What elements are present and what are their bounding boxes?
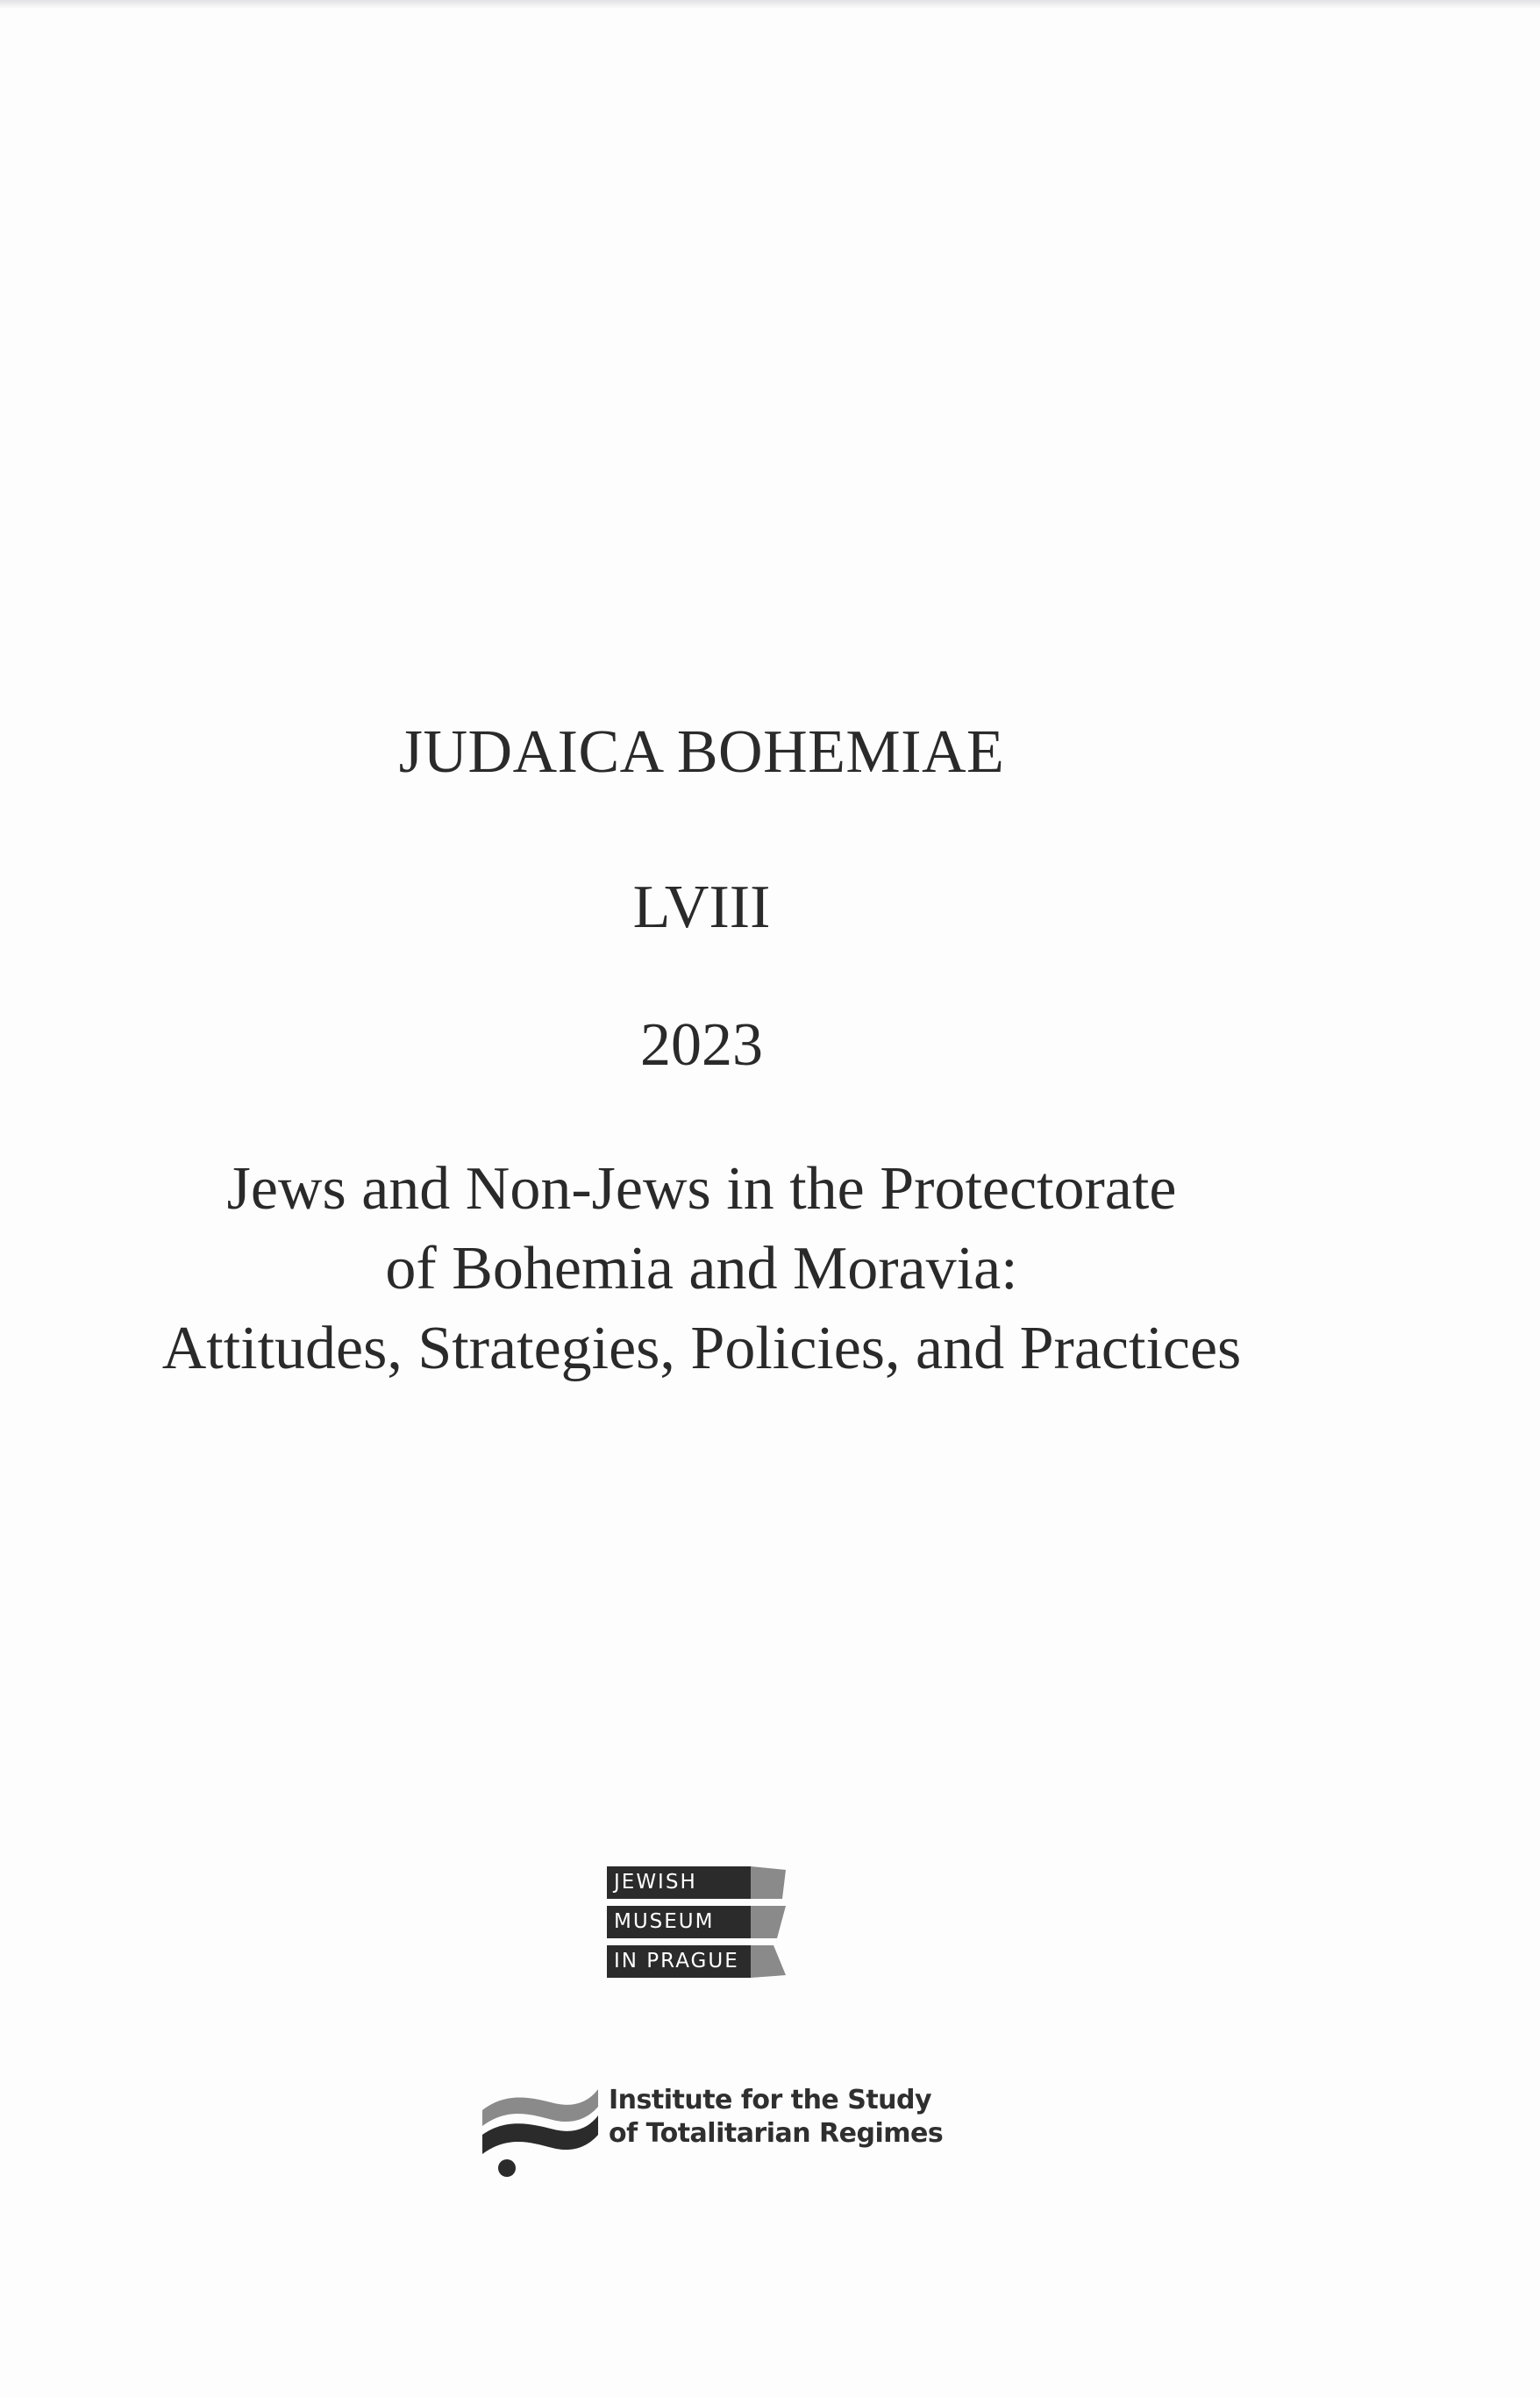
volume-number: LVIII xyxy=(632,874,771,941)
jewish-museum-logo-row xyxy=(607,1945,791,1978)
jewish-museum-logo-row xyxy=(607,1906,791,1938)
jewish-museum-line-3: IN PRAGUE xyxy=(614,1950,739,1973)
institute-line-1: Institute for the Study xyxy=(609,2085,932,2115)
series-title: JUDAICA BOHEMIAE xyxy=(398,718,1005,786)
issue-title-line-2: of Bohemia and Moravia: xyxy=(385,1235,1018,1302)
institute-logo xyxy=(481,2080,944,2177)
institute-name xyxy=(609,2084,943,2151)
issue-title-line-1: Jews and Non-Jews in the Protectorate xyxy=(226,1155,1177,1223)
institute-line-2: of Totalitarian Regimes xyxy=(609,2118,944,2149)
jewish-museum-line-1: JEWISH xyxy=(614,1871,697,1894)
issue-title-line-3: Attitudes, Strategies, Policies, and Practices xyxy=(161,1315,1242,1382)
jewish-museum-logo xyxy=(607,1866,791,1985)
page-top-edge xyxy=(0,0,1540,9)
jewish-museum-logo-row xyxy=(607,1866,791,1899)
logo-wedge-icon xyxy=(751,1945,786,1978)
logo-wedge-icon xyxy=(751,1866,786,1899)
jewish-museum-line-2: MUSEUM xyxy=(614,1910,715,1933)
issue-title xyxy=(0,1149,1403,1388)
institute-emblem-icon xyxy=(481,2080,603,2177)
publication-year: 2023 xyxy=(640,1011,763,1079)
logo-wedge-icon xyxy=(751,1906,786,1938)
